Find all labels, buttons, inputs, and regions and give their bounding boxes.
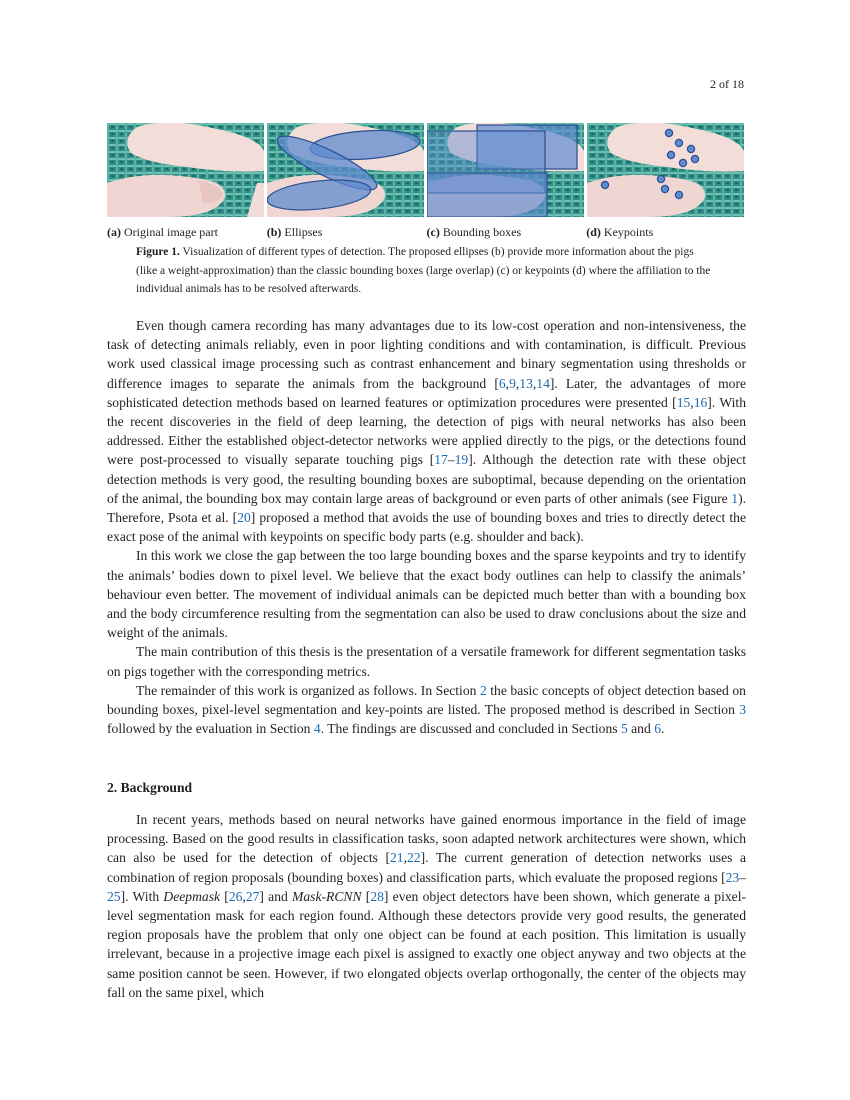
citation-link[interactable]: 20: [237, 510, 251, 526]
section-link[interactable]: 2: [479, 682, 487, 698]
paragraph: The remainder of this work is organized as follows. In Section 2 the basic concepts of object detection based on bounding boxes, pixel-level segmentation and key-points are listed. The proposed method is described in Section 3 followed by the evaluation in Section 4. The findings are discussed and concluded in Sections 5 and 6.: [107, 682, 746, 737]
citation-link[interactable]: 13: [519, 375, 533, 391]
subfigure-original-image: [107, 123, 264, 217]
citation-link[interactable]: 14: [536, 375, 550, 391]
page-number: 2 of 18: [710, 77, 744, 91]
subfigure-keypoints: [587, 123, 744, 217]
citation-link[interactable]: 26: [228, 888, 243, 904]
subfigure-label-c: (c) Bounding boxes: [426, 225, 522, 239]
figure-caption-text: Visualization of different types of detection. The proposed ellipses (b) provide more information about the pigs (like a weight-approximation) than the classic bounding boxes (large overlap) (c) or keypoints (d) where the affiliation to the individual animals has to be resolved afterwards.: [136, 246, 711, 295]
citation-link[interactable]: 25: [107, 888, 121, 904]
citation-link[interactable]: 27: [245, 888, 260, 904]
section-link[interactable]: 6: [654, 721, 661, 737]
intro-text: [107, 316, 746, 738]
citation-link[interactable]: 22: [407, 850, 421, 866]
paragraph: Even though camera recording has many advantages due to its low-cost operation and non-intensiveness, the task of detecting animals reliably, even in poor lighting conditions and with contamination, is difficult. Previous work used classical image processing such as contrast enhancement and binary segmentation using thresholds or difference images to separate the animals from the background [6,9,13,14]. Later, the advantages of more sophisticated detection methods based on learned features or optimization procedures were presented [15,16]. With the recent discoveries in the field of deep learning, the detection of pigs with neural networks has also been addressed. Either the established object-detector networks were applied directly to the pigs, or the detections found were post-processed to visually separate touching pigs [17–19]. Although the detection rate with these object detection methods is very good, the resulting bounding boxes are suboptimal, because depending on the orientation of the animal, the bounding box may contain large areas of background or even parts of other animals (see Figure 1). Therefore, Psota et al. [20] proposed a method that avoids the use of bounding boxes and tries to directly detect the exact pose of the animal with keypoints on specific body parts (e.g. shoulder and back).: [107, 318, 746, 545]
citation-link[interactable]: 16: [693, 394, 708, 410]
section-heading: 2. Background: [107, 780, 193, 795]
citation-link[interactable]: 23: [725, 869, 740, 885]
subfigure-label-a: (a) Original image part: [107, 225, 218, 239]
citation-link[interactable]: 28: [370, 888, 384, 904]
paragraph: In this work we close the gap between the too large bounding boxes and the sparse keypoints and try to identify the animals’ bodies down to pixel level. We believe that the exact body outlines can help to classify the animals’ behaviour even better. The movement of individual animals can be depicted much better than with a bounding box and the body circumference resulting from the segmentation can also be used to draw conclusions about the size and weight of the animals.: [107, 548, 746, 641]
subfigure-label-d: (d) Keypoints: [586, 225, 654, 239]
subfigure-ellipses: [267, 123, 424, 217]
citation-link[interactable]: 19: [454, 452, 469, 468]
figure-link[interactable]: 1: [731, 490, 739, 506]
subfigure-label-b: (b) Ellipses: [266, 225, 323, 239]
figure-caption-label: Figure 1.: [136, 246, 180, 258]
figure-caption: [136, 243, 716, 299]
section-link[interactable]: 4: [313, 721, 321, 737]
citation-link[interactable]: 21: [390, 850, 404, 866]
citation-link[interactable]: 17: [434, 452, 448, 468]
citation-link[interactable]: 15: [676, 394, 691, 410]
subfigure-bounding-boxes: [427, 123, 584, 217]
section-link[interactable]: 5: [620, 721, 628, 737]
subfigure-labels: [107, 225, 746, 240]
citation-link[interactable]: 9: [509, 375, 516, 391]
paragraph: In recent years, methods based on neural networks have gained enormous importance in the field of image processing. Based on the good results in classification tasks, soon adapted network architectures were shown, which can also be used for the detection of objects [21,22]. The current generation of detection networks uses a combination of region proposals (bounding boxes) and classification parts, which evaluate the proposed regions [23–25]. With Deepmask [26,27] and Mask-RCNN [28] even object detectors have been shown, which generate a pixel-level segmentation mask for each region found. Although these detectors provide very good results, the generated region proposals have the problem that only one object can be found at each position. This limitation is usually irrelevant, because in a projective image each pixel is assigned to exactly one object anyway and two objects at the same position cannot be seen. However, if two elongated objects overlap orthogonally, the center of the objects may fall on the same pixel, which: [107, 812, 746, 1000]
figure-1: [107, 123, 746, 217]
section-link[interactable]: 3: [739, 702, 746, 718]
paragraph: The main contribution of this thesis is the presentation of a versatile framework for different segmentation tasks on pigs together with the corresponding metrics.: [107, 644, 746, 679]
citation-link[interactable]: 6: [498, 375, 506, 391]
background-text: [107, 810, 746, 1002]
